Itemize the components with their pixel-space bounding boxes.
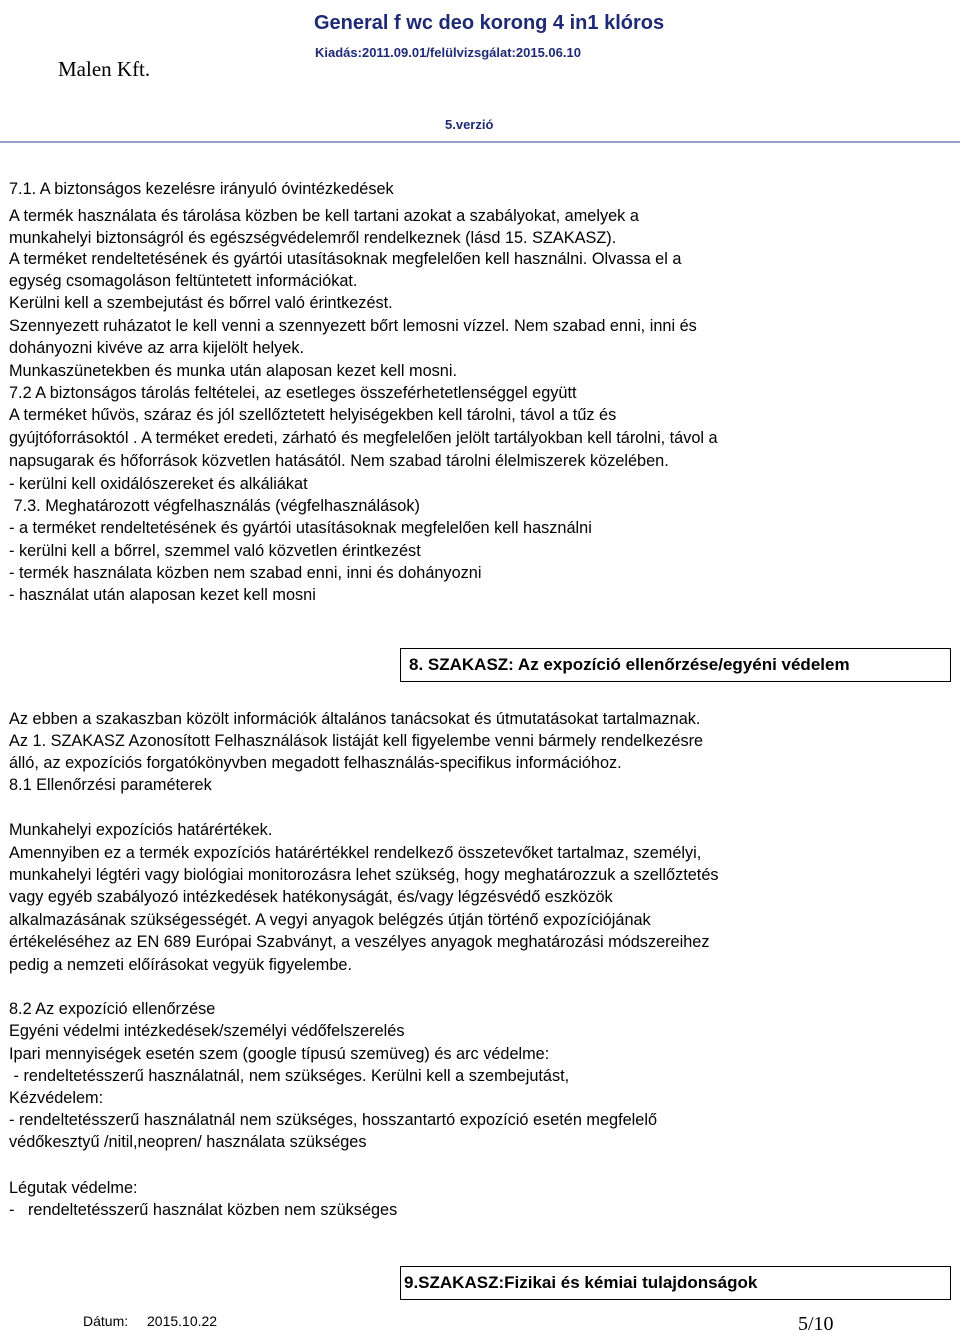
company-name: Malen Kft. <box>58 57 151 81</box>
text-line: napsugarak és hőforrások közvetlen hatásától. Nem szabad tárolni élelmiszerek közelében. <box>9 452 669 470</box>
text-line: értékeléséhez az EN 689 Európai Szabványt, a veszélyes anyagok meghatározási módszereihez <box>9 933 710 951</box>
text-line: A terméket hűvös, száraz és jól szellőztetett helyiségekben kell tárolni, távol a tűz és <box>9 406 617 424</box>
text-line: gyújtóforrásoktól . A terméket eredeti, zárható és megfelelően jelölt tartályokban kell tárolni, távol a <box>9 429 718 447</box>
text-line: dohányozni kivéve az arra kijelölt helyek. <box>9 339 305 357</box>
text-line: Egyéni védelmi intézkedések/személyi védőfelszerelés <box>9 1022 405 1040</box>
text-line: vagy egyéb szabályozó intézkedések hatékonyságát, és/vagy légzésvédő eszközök <box>9 888 613 906</box>
text-line: 8.1 Ellenőrzési paraméterek <box>9 776 212 794</box>
section-9-title: 9.SZAKASZ:Fizikai és kémiai tulajdonságok <box>404 1273 758 1292</box>
text-line: - termék használata közben nem szabad enni, inni és dohányozni <box>9 564 482 582</box>
product-title: General f wc deo korong 4 in1 klóros <box>314 12 665 34</box>
text-line: munkahelyi biztonságról és egészségvédelemről rendelkeznek (lásd 15. SZAKASZ). <box>9 229 617 247</box>
text-line: A terméket rendeltetésének és gyártói utasításoknak megfelelően kell használni. Olvassa el a <box>9 250 682 268</box>
text-line: - kerülni kell a bőrrel, szemmel való közvetlen érintkezést <box>9 542 421 560</box>
text-line: 7.3. Meghatározott végfelhasználás (végfelhasználások) <box>9 497 420 515</box>
section-8-title: 8. SZAKASZ: Az expozíció ellenőrzése/egyéni védelem <box>409 655 850 674</box>
text-line: Kézvédelem: <box>9 1089 104 1107</box>
text-line: Ipari mennyiségek esetén szem (google típusú szemüveg) és arc védelme: <box>9 1045 550 1063</box>
text-line: Szennyezett ruházatot le kell venni a szennyezett bőrt lemosni vízzel. Nem szabad enni, inni és <box>9 317 697 335</box>
text-line: Amennyiben ez a termék expozíciós határértékkel rendelkező összetevőket tartalmaz, személyi, <box>9 844 702 862</box>
text-line: Az ebben a szakaszban közölt információk általános tanácsokat és útmutatásokat tartalmaznak. <box>9 710 701 728</box>
text-line: - rendeltetésszerű használat közben nem szükséges <box>9 1201 398 1219</box>
text-line: A termék használata és tárolása közben be kell tartani azokat a szabályokat, amelyek a <box>9 207 639 225</box>
text-line: pedig a nemzeti előírásokat vegyük figyelembe. <box>9 956 353 974</box>
issue-revision-line: Kiadás:2011.09.01/felülvizsgálat:2015.06.10 <box>315 45 581 60</box>
text-line: Az 1. SZAKASZ Azonosított Felhasználások listáját kell figyelembe venni bármely rendelkezésre <box>9 732 704 750</box>
text-line: védőkesztyű /nitil,neopren/ használata szükséges <box>9 1133 367 1151</box>
text-line: 8.2 Az expozíció ellenőrzése <box>9 1000 216 1018</box>
text-line: - használat után alaposan kezet kell mosni <box>9 586 316 604</box>
version-label: 5.verzió <box>445 117 494 132</box>
footer-date: 2015.10.22 <box>147 1313 218 1329</box>
text-line: - a terméket rendeltetésének és gyártói utasításoknak megfelelően kell használni <box>9 519 592 537</box>
text-line: Légutak védelme: <box>9 1179 138 1197</box>
text-line: Munkaszünetekben és munka után alaposan kezet kell mosni. <box>9 362 457 380</box>
page-header <box>0 0 960 145</box>
text-line: 7.2 A biztonságos tárolás feltételei, az esetleges összeférhetetlenséggel együtt <box>9 384 577 402</box>
text-line: - rendeltetésszerű használatnál nem szükséges, hosszantartó expozíció esetén megfelelő <box>9 1111 657 1129</box>
text-line: munkahelyi légtéri vagy biológiai monitorozásra lehet szükség, hogy meghatározzuk a szellőztetés <box>9 866 719 884</box>
text-line: álló, az expozíciós forgatókönyvben megadott felhasználás-specifikus információhoz. <box>9 754 622 772</box>
text-line: alkalmazásának szükségességét. A vegyi anyagok belégzés útján történő expozíciójának <box>9 911 651 929</box>
text-line: - rendeltetésszerű használatnál, nem szükséges. Kerülni kell a szembejutást, <box>9 1067 570 1085</box>
page-number: 5/10 <box>798 1313 834 1335</box>
footer-date-label: Dátum: <box>83 1313 129 1329</box>
text-line: Kerülni kell a szembejutást és bőrrel való érintkezést. <box>9 294 393 312</box>
text-line: 7.1. A biztonságos kezelésre irányuló óvintézkedések <box>9 180 394 198</box>
text-line: egység csomagoláson feltüntetett információkat. <box>9 272 358 290</box>
header-divider <box>0 141 960 143</box>
text-line: Munkahelyi expozíciós határértékek. <box>9 821 273 839</box>
text-line: - kerülni kell oxidálószereket és alkáliákat <box>9 475 308 493</box>
